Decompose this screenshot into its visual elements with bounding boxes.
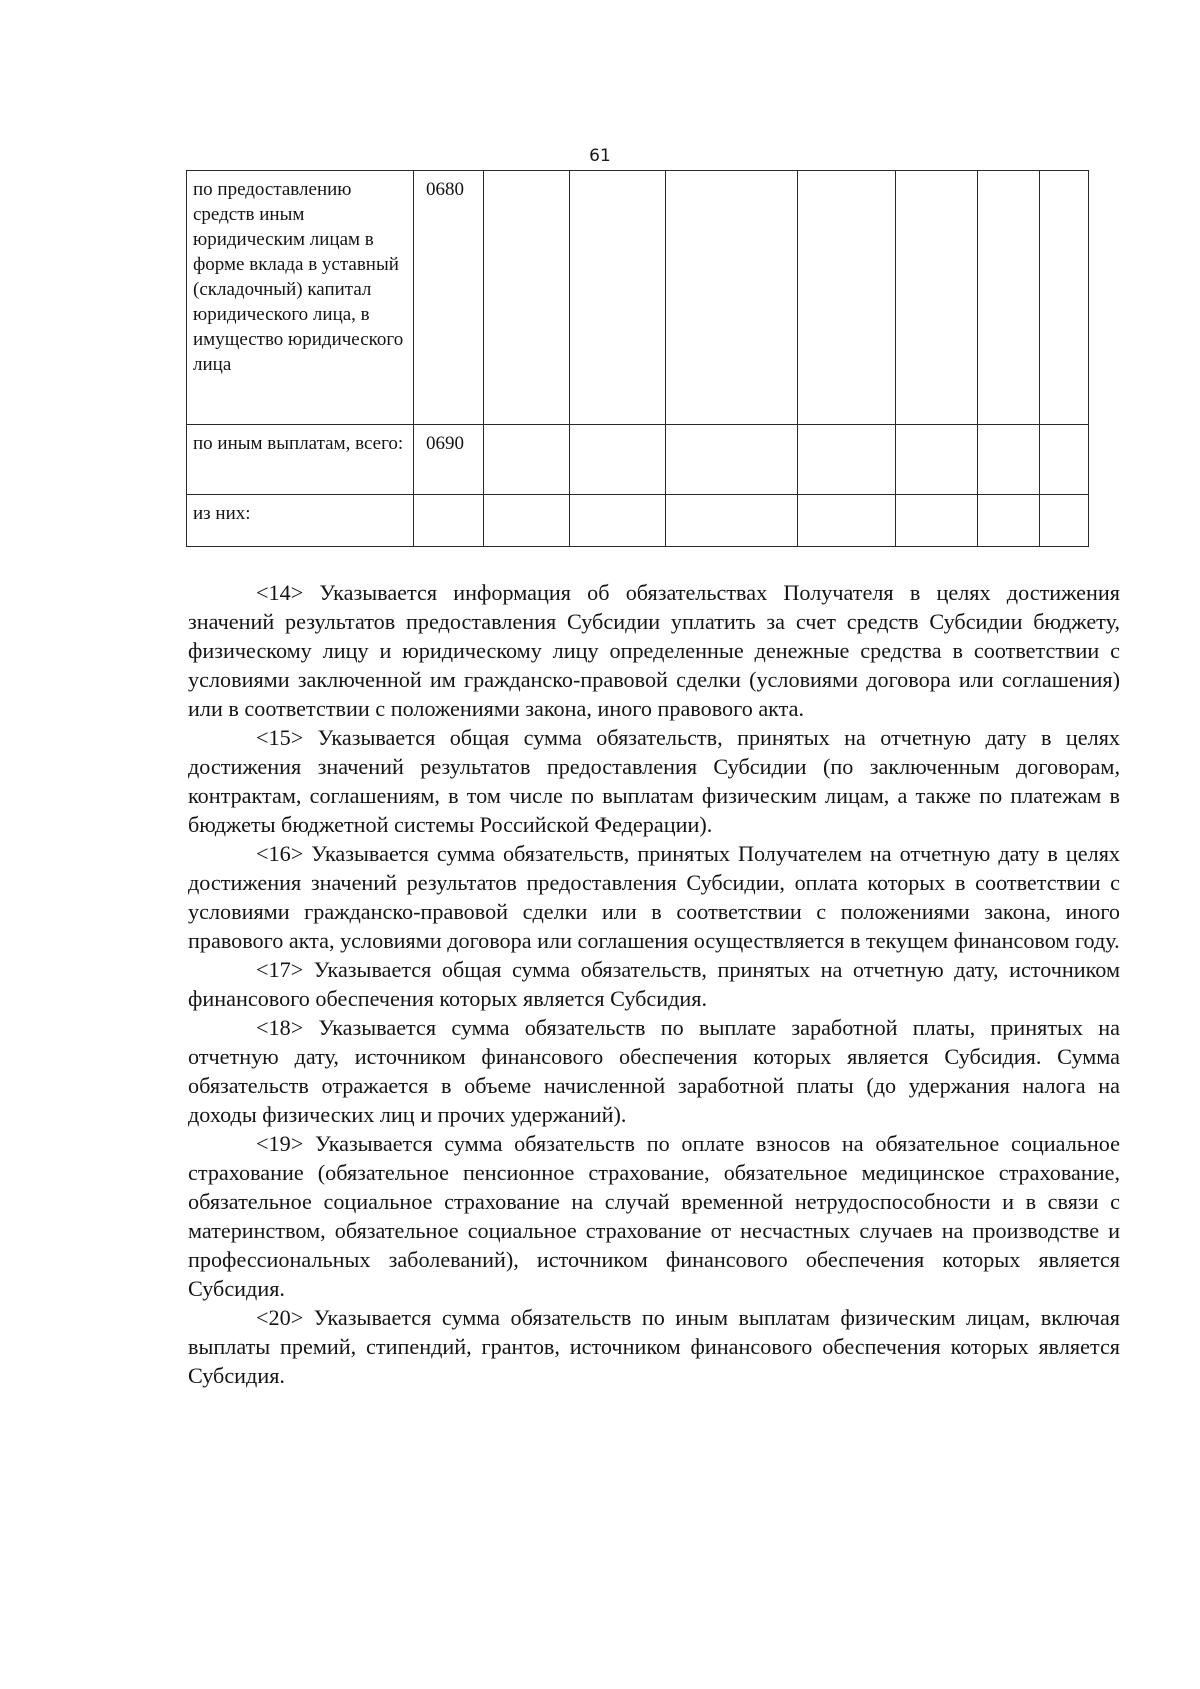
footnote-20: <20> Указывается сумма обязательств по иным выплатам физическим лицам, включая выплаты премий, стипендий, грантов, источником финансового обеспечения которых является Субсидия. bbox=[188, 1305, 1120, 1388]
table-cell bbox=[666, 495, 798, 547]
row-code: 0680 bbox=[414, 171, 484, 425]
table-cell bbox=[484, 425, 570, 495]
table-cell bbox=[896, 171, 978, 425]
table-cell bbox=[570, 495, 666, 547]
footnotes bbox=[188, 578, 1120, 1390]
page-number: 61 bbox=[589, 146, 611, 166]
row-code bbox=[414, 495, 484, 547]
table-row bbox=[187, 425, 1089, 495]
row-code: 0690 bbox=[414, 425, 484, 495]
table-cell bbox=[896, 425, 978, 495]
obligations-table bbox=[186, 170, 1089, 547]
table-cell bbox=[1040, 495, 1089, 547]
table-row bbox=[187, 495, 1089, 547]
table-cell bbox=[484, 495, 570, 547]
row-label: из них: bbox=[187, 495, 414, 547]
row-label: по иным выплатам, всего: bbox=[187, 425, 414, 495]
table-cell bbox=[798, 171, 896, 425]
table-cell bbox=[1040, 425, 1089, 495]
table-cell bbox=[666, 171, 798, 425]
footnote-17: <17> Указывается общая сумма обязательств, принятых на отчетную дату, источником финансового обеспечения которых является Субсидия. bbox=[188, 957, 1120, 1011]
table-row bbox=[187, 171, 1089, 425]
footnote-19: <19> Указывается сумма обязательств по оплате взносов на обязательное социальное страхование (обязательное пенсионное страхование, обязательное медицинское страхование, обязательное социальное страхование на случай временной нетрудоспособности и в связи с материнством, обязательное социальное страхование от несчастных случаев на производстве и профессиональных заболеваний), источником финансового обеспечения которых является Субсидия. bbox=[188, 1131, 1120, 1301]
table-cell bbox=[798, 495, 896, 547]
footnote-18: <18> Указывается сумма обязательств по выплате заработной платы, принятых на отчетную дату, источником финансового обеспечения которых является Субсидия. Сумма обязательств отражается в объеме начисленной заработной платы (до удержания налога на доходы физических лиц и прочих удержаний). bbox=[188, 1015, 1120, 1127]
footnote-14: <14> Указывается информация об обязательствах Получателя в целях достижения значений результатов предоставления Субсидии уплатить за счет средств Субсидии бюджету, физическому лицу и юридическому лицу определенные денежные средства в соответствии с условиями заключенной им гражданско-правовой сделки (условиями договора или соглашения) или в соответствии с положениями закона, иного правового акта. bbox=[188, 580, 1120, 721]
table-cell bbox=[570, 171, 666, 425]
table-cell bbox=[896, 495, 978, 547]
table-cell bbox=[570, 425, 666, 495]
table-cell bbox=[798, 425, 896, 495]
table-cell bbox=[1040, 171, 1089, 425]
table-cell bbox=[978, 425, 1040, 495]
footnote-16: <16> Указывается сумма обязательств, принятых Получателем на отчетную дату в целях достижения значений результатов предоставления Субсидии, оплата которых в соответствии с условиями гражданско-правовой сделки или в соответствии с положениями закона, иного правового акта, условиями договора или соглашения осуществляется в текущем финансовом году. bbox=[188, 841, 1120, 953]
table-cell bbox=[484, 171, 570, 425]
row-label: по предоставлению средств иным юридическим лицам в форме вклада в уставный (складочный) капитал юридического лица, в имущество юридического лица bbox=[187, 171, 414, 425]
table-cell bbox=[978, 495, 1040, 547]
footnote-15: <15> Указывается общая сумма обязательств, принятых на отчетную дату в целях достижения значений результатов предоставления Субсидии (по заключенным договорам, контрактам, соглашениям, в том числе по выплатам физическим лицам, а также по платежам в бюджеты бюджетной системы Российской Федерации). bbox=[188, 725, 1120, 837]
table-cell bbox=[666, 425, 798, 495]
table-cell bbox=[978, 171, 1040, 425]
